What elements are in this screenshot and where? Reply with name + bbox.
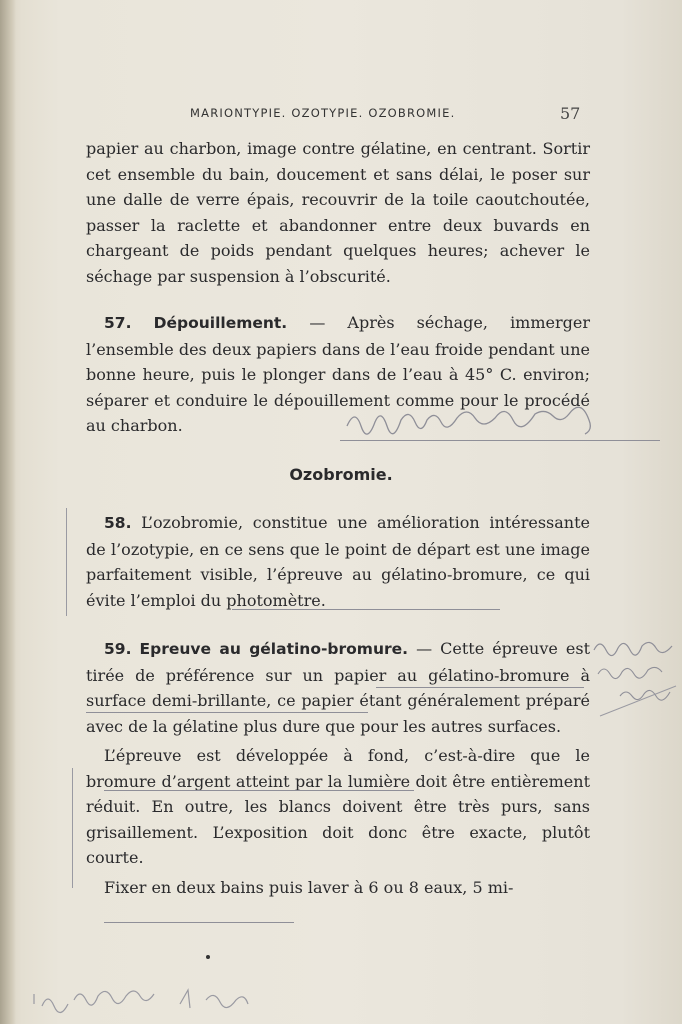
page-number: 57 [560, 104, 581, 123]
pencil-marginal-note [590, 630, 682, 720]
margin-bar [72, 768, 73, 888]
section-59-text: — Cette épreuve est tirée de préférence sur un papier au gélatino-bromure à surface demi-brillante, ce papier étant généralement préparé avec de la gélatine plus dure que pour les autres surfaces. [86, 639, 590, 736]
pencil-bottom-note [30, 980, 280, 1024]
pencil-underline [86, 712, 368, 713]
printer-dot [206, 955, 210, 959]
section-57-number: 57. [104, 314, 132, 332]
section-59 [86, 636, 590, 900]
section-57-title: Dépouillement. [153, 314, 288, 332]
section-59-paragraph-3: Fixer en deux bains puis laver à 6 ou 8 eaux, 5 mi- [104, 877, 514, 897]
section-58-text: L’ozobromie, constitue une amélioration intéressante de l’ozotypie, en ce sens que le point de départ est une image parfaitement visible, l’épreuve au gélatino-bromure, ce qui évite l’emploi du photomètre. [86, 513, 590, 610]
continuation-paragraph [86, 136, 590, 289]
section-57-text: — Après séchage, immerger l’ensemble des deux papiers dans de l’eau froide pendant une bonne heure, puis le plonger dans de l’eau à 45° C. environ; séparer et conduire le dépouillement comme pour le procédé au charbon. [86, 313, 591, 435]
section-58 [86, 510, 590, 613]
pencil-underline [104, 922, 294, 923]
section-59-title: Epreuve au gélatino-bromure. [139, 640, 409, 658]
pencil-underline [376, 687, 584, 688]
pencil-underline [232, 609, 500, 610]
section-58-paragraph [86, 510, 590, 613]
section-59-number: 59. [104, 640, 132, 658]
continuation-text: papier au charbon, image contre gélatine, en centrant. Sortir cet ensemble du bain, doucement et sans délai, le poser sur une dalle de verre épais, recouvrir de la toile caoutchoutée, passer la raclette et abandonner entre deux buvards en chargeant de poids pendant quelques heures; achever le séchage par suspension à l’obscurité. [86, 139, 590, 286]
section-59-paragraph-2: L’épreuve est développée à fond, c’est-à-dire que le bromure d’argent atteint par la lumière doit être entièrement réduit. En outre, les blancs doivent être très purs, sans grisaillement. L’exposition doit donc être exacte, plutôt courte. [86, 746, 590, 867]
pencil-scribble [345, 396, 665, 446]
section-58-number: 58. [104, 514, 132, 532]
binding-shadow [0, 0, 16, 1024]
running-head: MARIONTYPIE. OZOTYPIE. OZOBROMIE. [190, 106, 456, 120]
heading-ozobromie: Ozobromie. [289, 465, 393, 484]
margin-bar [66, 508, 67, 616]
pencil-underline [104, 790, 414, 791]
